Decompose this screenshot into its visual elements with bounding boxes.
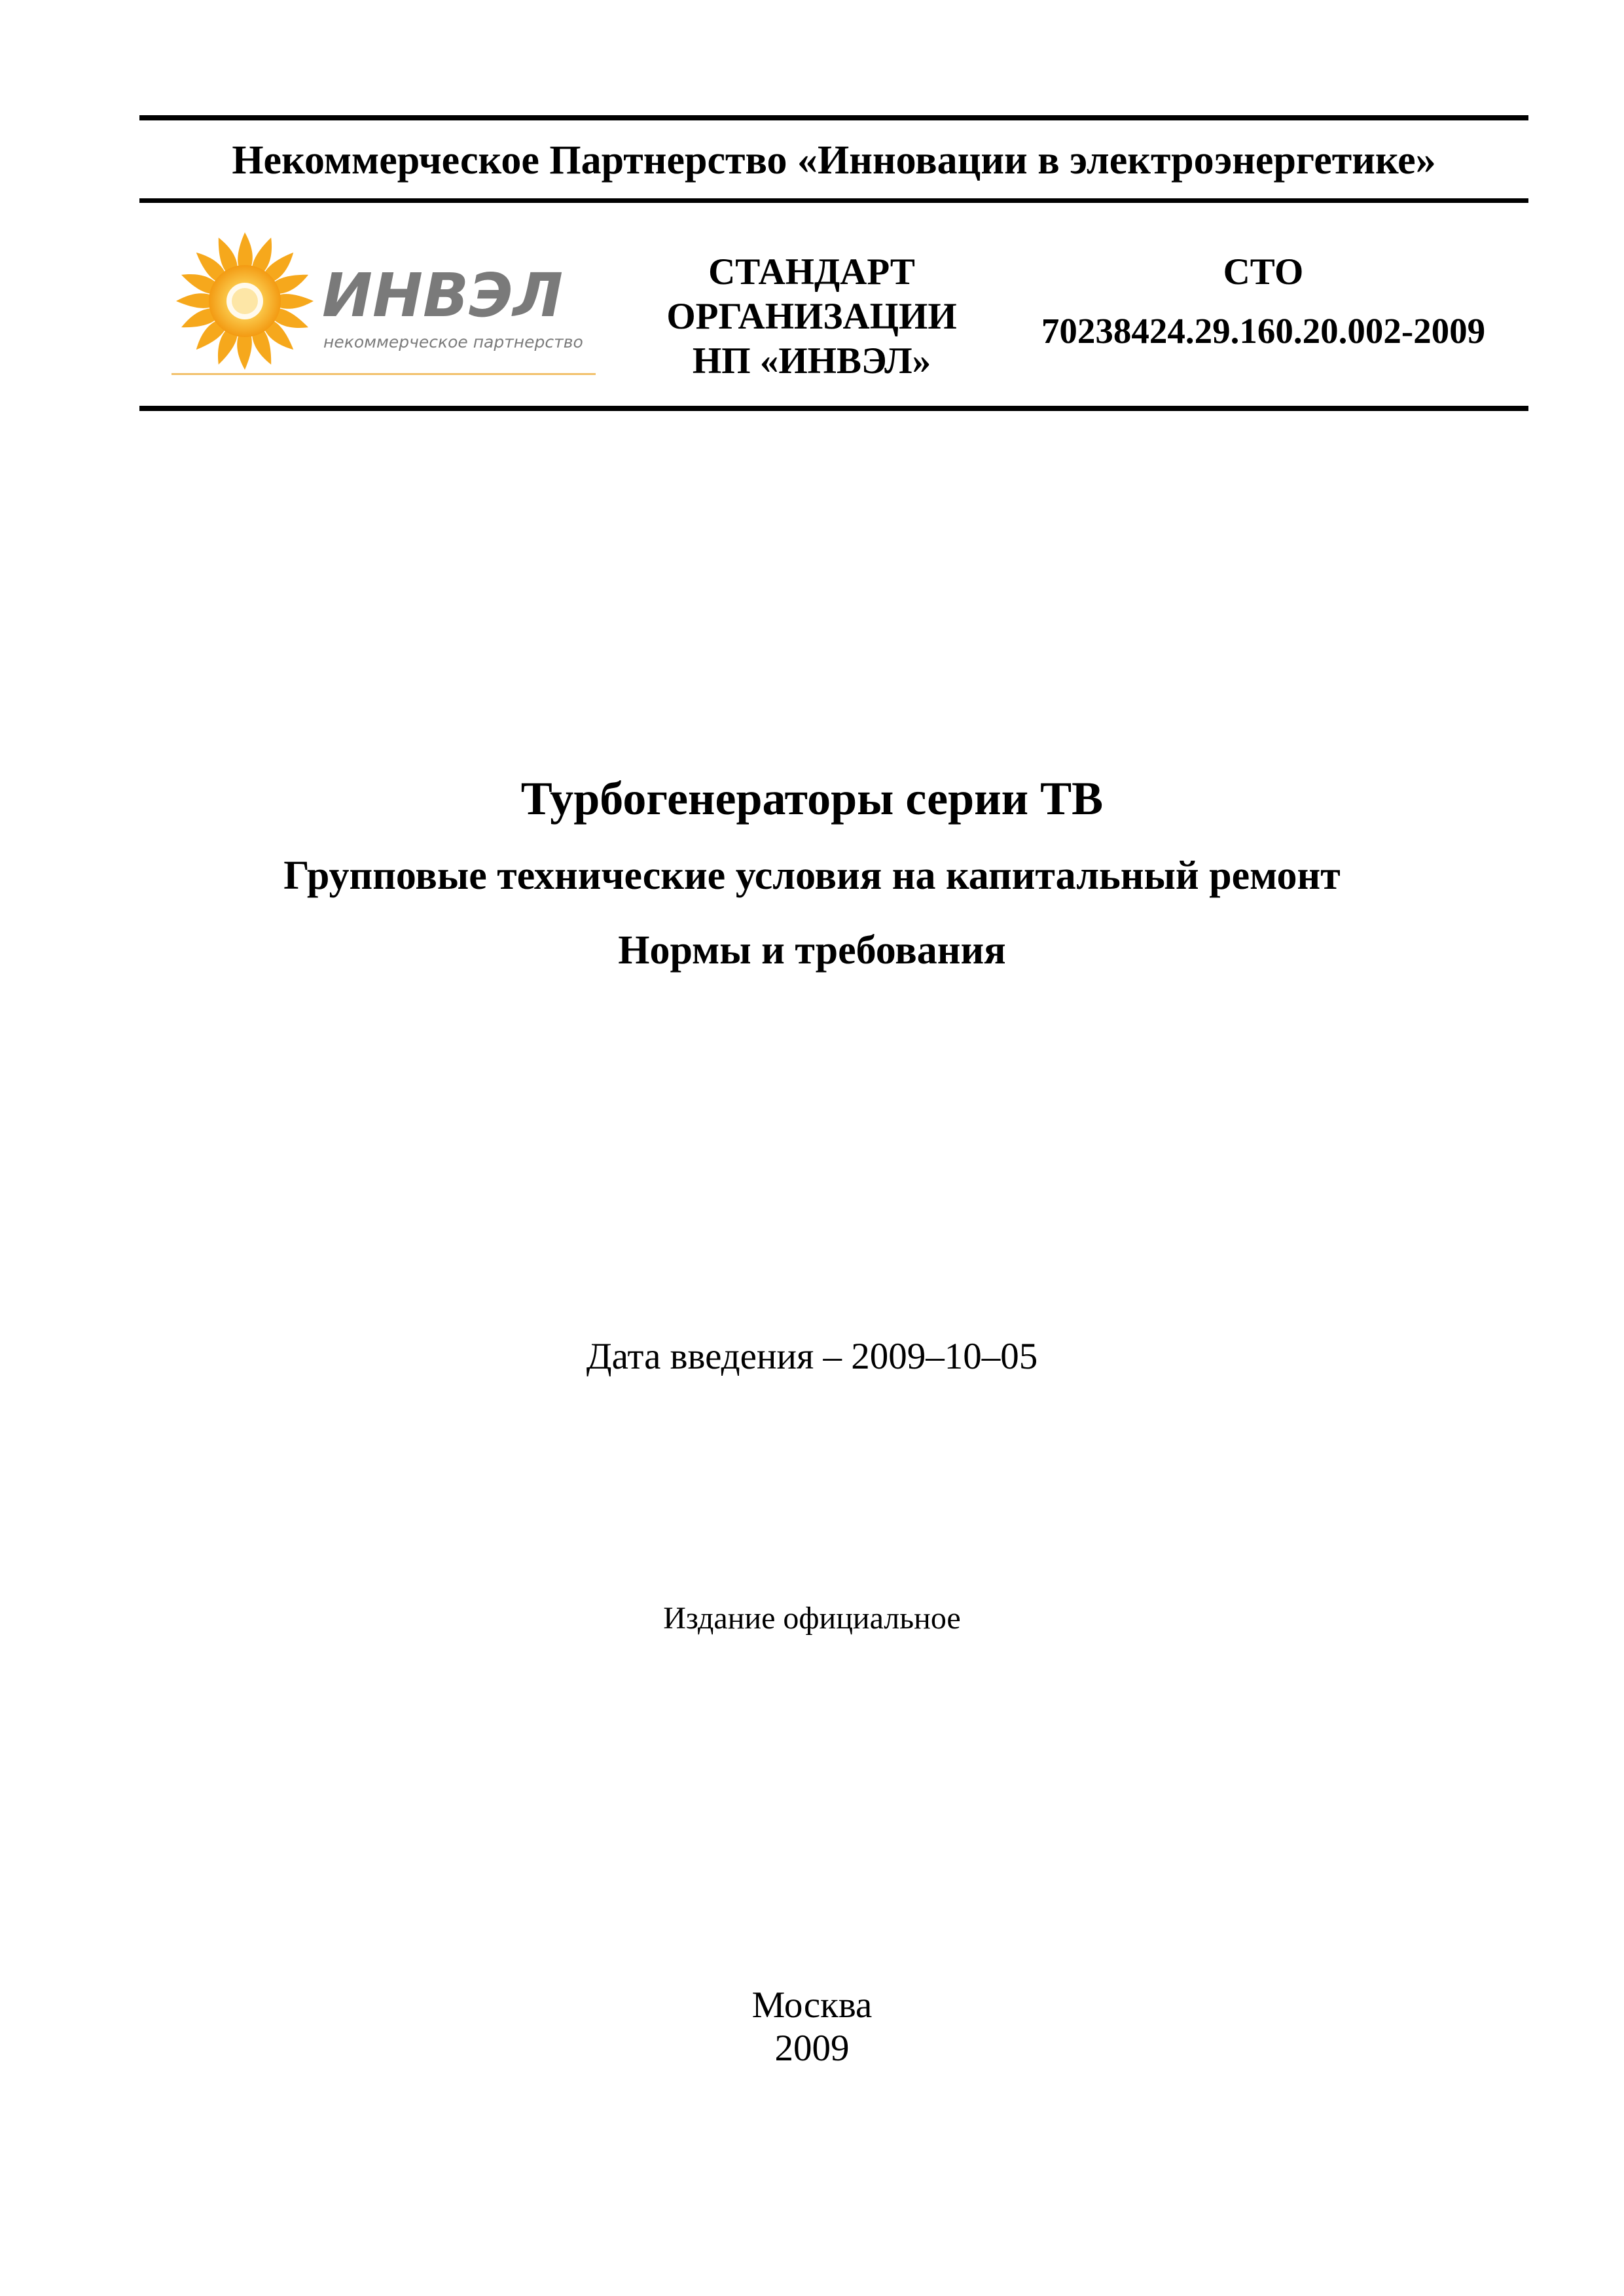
standard-label-line: НП «ИНВЭЛ» [692,340,931,382]
document-title: Турбогенераторы серии ТВ [520,772,1104,825]
standard-label-line: СТАНДАРТ [708,251,915,293]
logo-underline [171,373,596,375]
edition-label: Издание официальное [663,1601,961,1636]
publication-city: Москва [751,1984,873,2026]
header-middle-rule [139,198,1528,203]
sun-icon [171,228,604,382]
document-subtitle: Групповые технические условия на капитальный ремонт [283,853,1341,898]
invel-logo [171,228,604,382]
logo-wordmark: ИНВЭЛ [322,260,564,331]
standard-label [628,250,995,384]
organization-name: Некоммерческое Партнерство «Инновации в электроэнергетике» [232,138,1436,183]
standard-code [1008,250,1519,353]
standard-code-prefix: СТО [1223,251,1304,293]
header-top-rule [139,115,1528,120]
standard-label-line: ОРГАНИЗАЦИИ [666,296,957,337]
logo-subtitle: некоммерческое партнерство [323,332,583,351]
publication-year: 2009 [774,2028,850,2069]
introduction-date: Дата введения – 2009–10–05 [586,1336,1038,1377]
document-norms: Нормы и требования [618,928,1006,973]
standard-code-number: 70238424.29.160.20.002-2009 [1041,311,1486,351]
header-bottom-rule [139,406,1528,411]
